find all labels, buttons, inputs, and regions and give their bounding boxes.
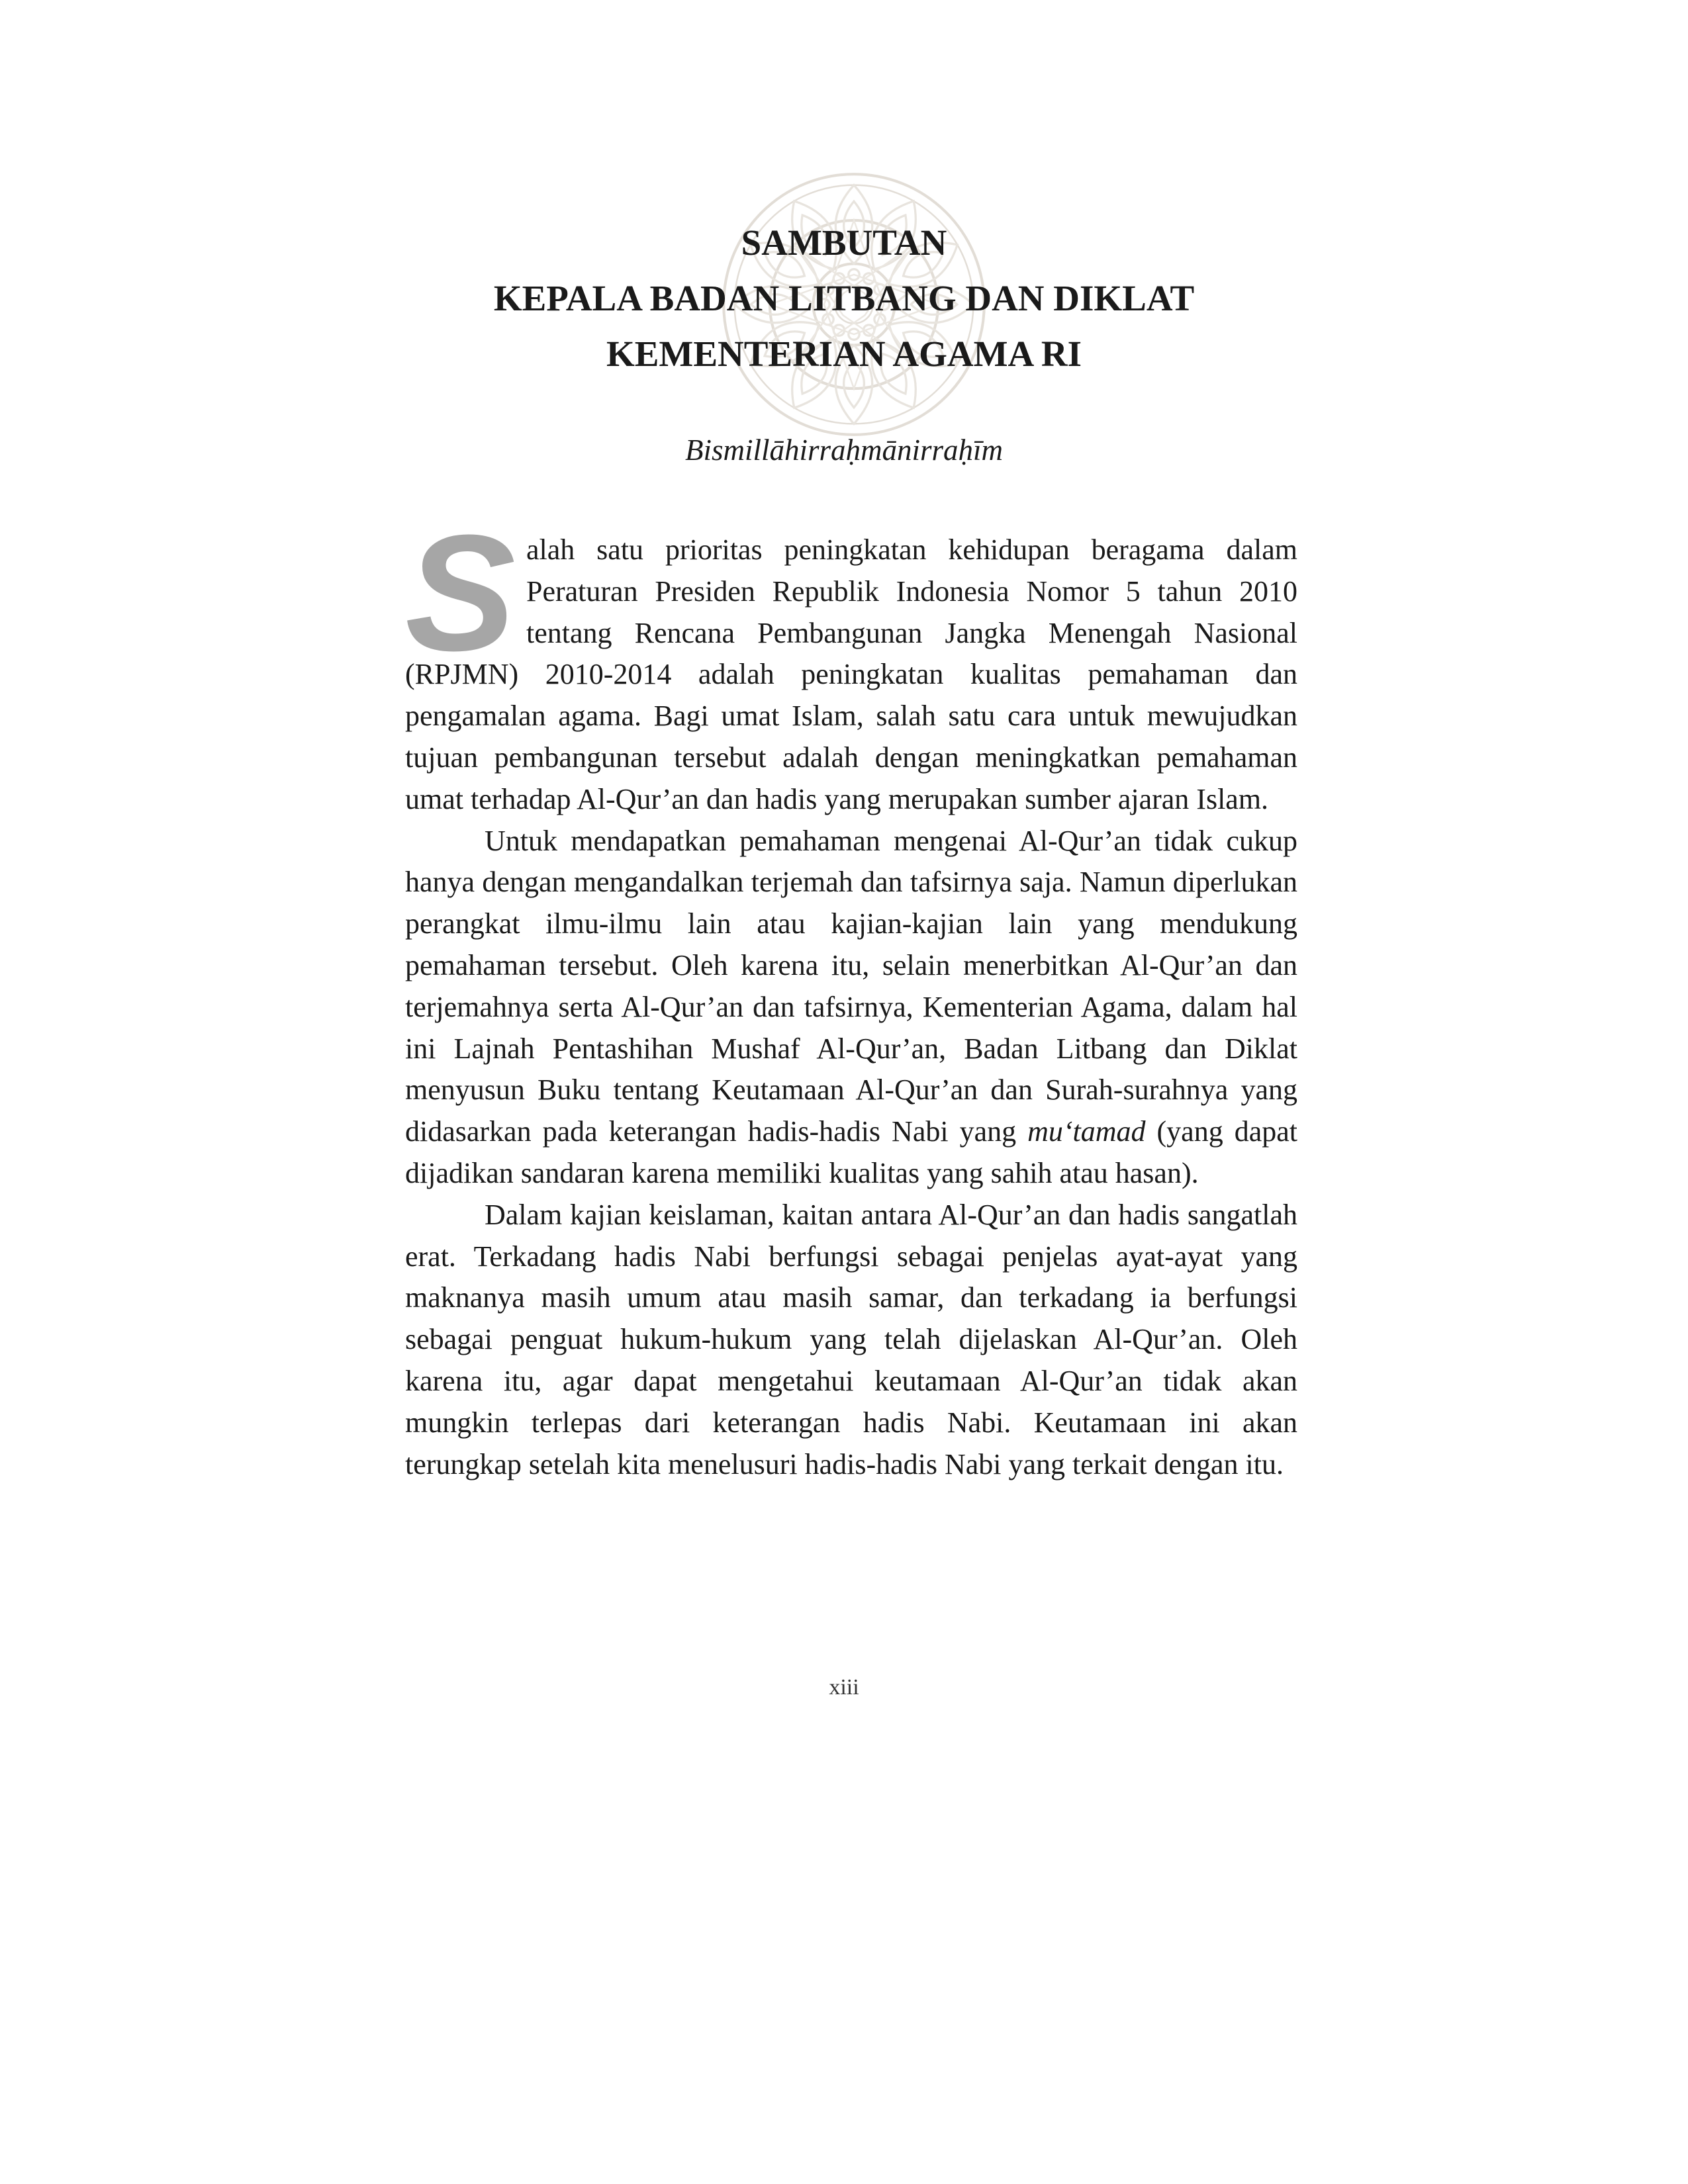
title-line-kepala-badan: KEPALA BADAN LITBANG DAN DIKLAT [493, 278, 1195, 318]
paragraph-1 [405, 500, 1297, 821]
paragraph-2-text-end: (yang dapat dijadikan sandaran karena memiliki kualitas yang sahih atau hasan). [405, 1115, 1297, 1189]
body-text [405, 500, 1297, 1485]
page-title [371, 215, 1317, 382]
basmala: Bismillāhirraḥmānirraḥīm [684, 433, 1004, 467]
paragraph-2 [405, 821, 1297, 1195]
drop-cap: S [405, 500, 516, 685]
title-line-sambutan: SAMBUTAN [741, 222, 947, 263]
paragraph-1-text: alah satu prioritas peningkatan kehidupan beragama dalam Peraturan Presiden Republik Indonesia Nomor 5 tahun 2010 tentang Rencana Pembangunan Jangka Menengah Nasional (RPJMN) 2010-2014 adalah peningkatan kualitas pemahaman dan pengamalan agama. Bagi umat Islam, salah satu cara untuk mewujudkan tujuan pembangunan tersebut adalah dengan meningkatkan pemahaman umat terhadap Al-Qur’an dan hadis yang merupakan sumber ajaran Islam. [405, 533, 1297, 815]
italic-term-mutamad: mu‘tamad [1027, 1115, 1146, 1148]
paragraph-2-text-start: Untuk mendapatkan pemahaman mengenai Al-Qur’an tidak cukup hanya dengan mengandalkan terjemah dan tafsirnya saja. Namun diperlukan perangkat ilmu-ilmu lain atau kajian-kajian lain yang mendukung pemahaman tersebut. Oleh karena itu, selain menerbitkan Al-Qur’an dan terjemahnya serta Al-Qur’an dan tafsirnya, Kementerian Agama, dalam hal ini Lajnah Pentashihan Mushaf Al-Qur’an, Badan Litbang dan Diklat menyusun Buku tentang Keutamaan Al-Qur’an dan Surah-surahnya yang didasarkan pada keterangan hadis-hadis Nabi yang [405, 824, 1297, 1148]
title-line-kementerian: KEMENTERIAN AGAMA RI [606, 334, 1082, 374]
paragraph-3-text: Dalam kajian keislaman, kaitan antara Al-Qur’an dan hadis sangatlah erat. Terkadang hadis Nabi berfungsi sebagai penjelas ayat-ayat yang maknanya masih umum atau masih samar, dan terkadang ia berfungsi sebagai penguat hukum-hukum yang telah dijelaskan Al-Qur’an. Oleh karena itu, agar dapat mengetahui keutamaan Al-Qur’an tidak akan mungkin terlepas dari keterangan hadis Nabi. Keutamaan ini akan terungkap setelah kita menelusuri hadis-hadis Nabi yang terkait dengan itu. [405, 1198, 1297, 1480]
page-number: xiii [829, 1675, 859, 1700]
paragraph-3 [405, 1195, 1297, 1486]
